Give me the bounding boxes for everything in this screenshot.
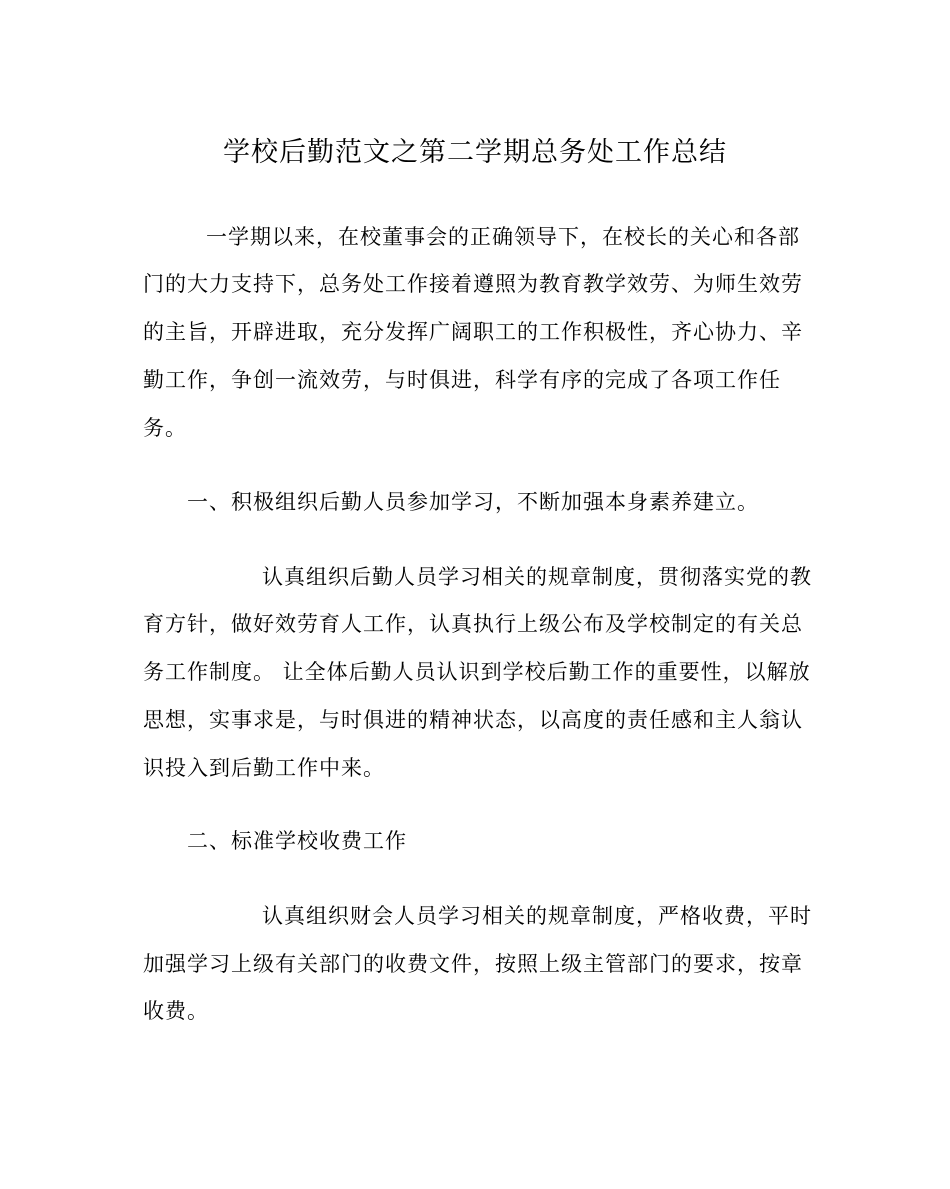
intro-line-4: 勤工作，争创一流效劳，与时俱进，科学有序的完成了各项工作任 bbox=[143, 368, 781, 392]
section2-heading: 二、标准学校收费工作 bbox=[187, 829, 407, 853]
section2-line-3: 收费。 bbox=[143, 999, 209, 1023]
document-title: 学校后勤范文之第二学期总务处工作总结 bbox=[223, 137, 727, 168]
section1-line-4: 思想，实事求是，与时俱进的精神状态，以高度的责任感和主人翁认 bbox=[143, 708, 803, 732]
section1-line-3: 务工作制度。 让全体后勤人员认识到学校后勤工作的重要性，以解放 bbox=[143, 660, 811, 684]
intro-line-5: 务。 bbox=[143, 416, 187, 440]
intro-line-1: 一学期以来，在校董事会的正确领导下，在校长的关心和各部 bbox=[206, 225, 800, 249]
intro-line-2: 门的大力支持下，总务处工作接着遵照为教育教学效劳、为师生效劳 bbox=[143, 272, 803, 296]
section1-line-2: 育方针，做好效劳育人工作，认真执行上级公布及学校制定的有关总 bbox=[143, 612, 803, 636]
section2-line-2: 加强学习上级有关部门的收费文件，按照上级主管部门的要求，按章 bbox=[143, 952, 803, 976]
section1-line-1: 认真组织后勤人员学习相关的规章制度，贯彻落实党的教 bbox=[262, 565, 812, 589]
section1-heading: 一、积极组织后勤人员参加学习，不断加强本身素养建立。 bbox=[187, 490, 759, 514]
section1-line-5: 识投入到后勤工作中来。 bbox=[143, 756, 385, 780]
intro-line-3: 的主旨，开辟进取，充分发挥广阔职工的工作积极性，齐心协力、辛 bbox=[143, 320, 803, 344]
section2-line-1: 认真组织财会人员学习相关的规章制度，严格收费，平时 bbox=[262, 904, 812, 928]
